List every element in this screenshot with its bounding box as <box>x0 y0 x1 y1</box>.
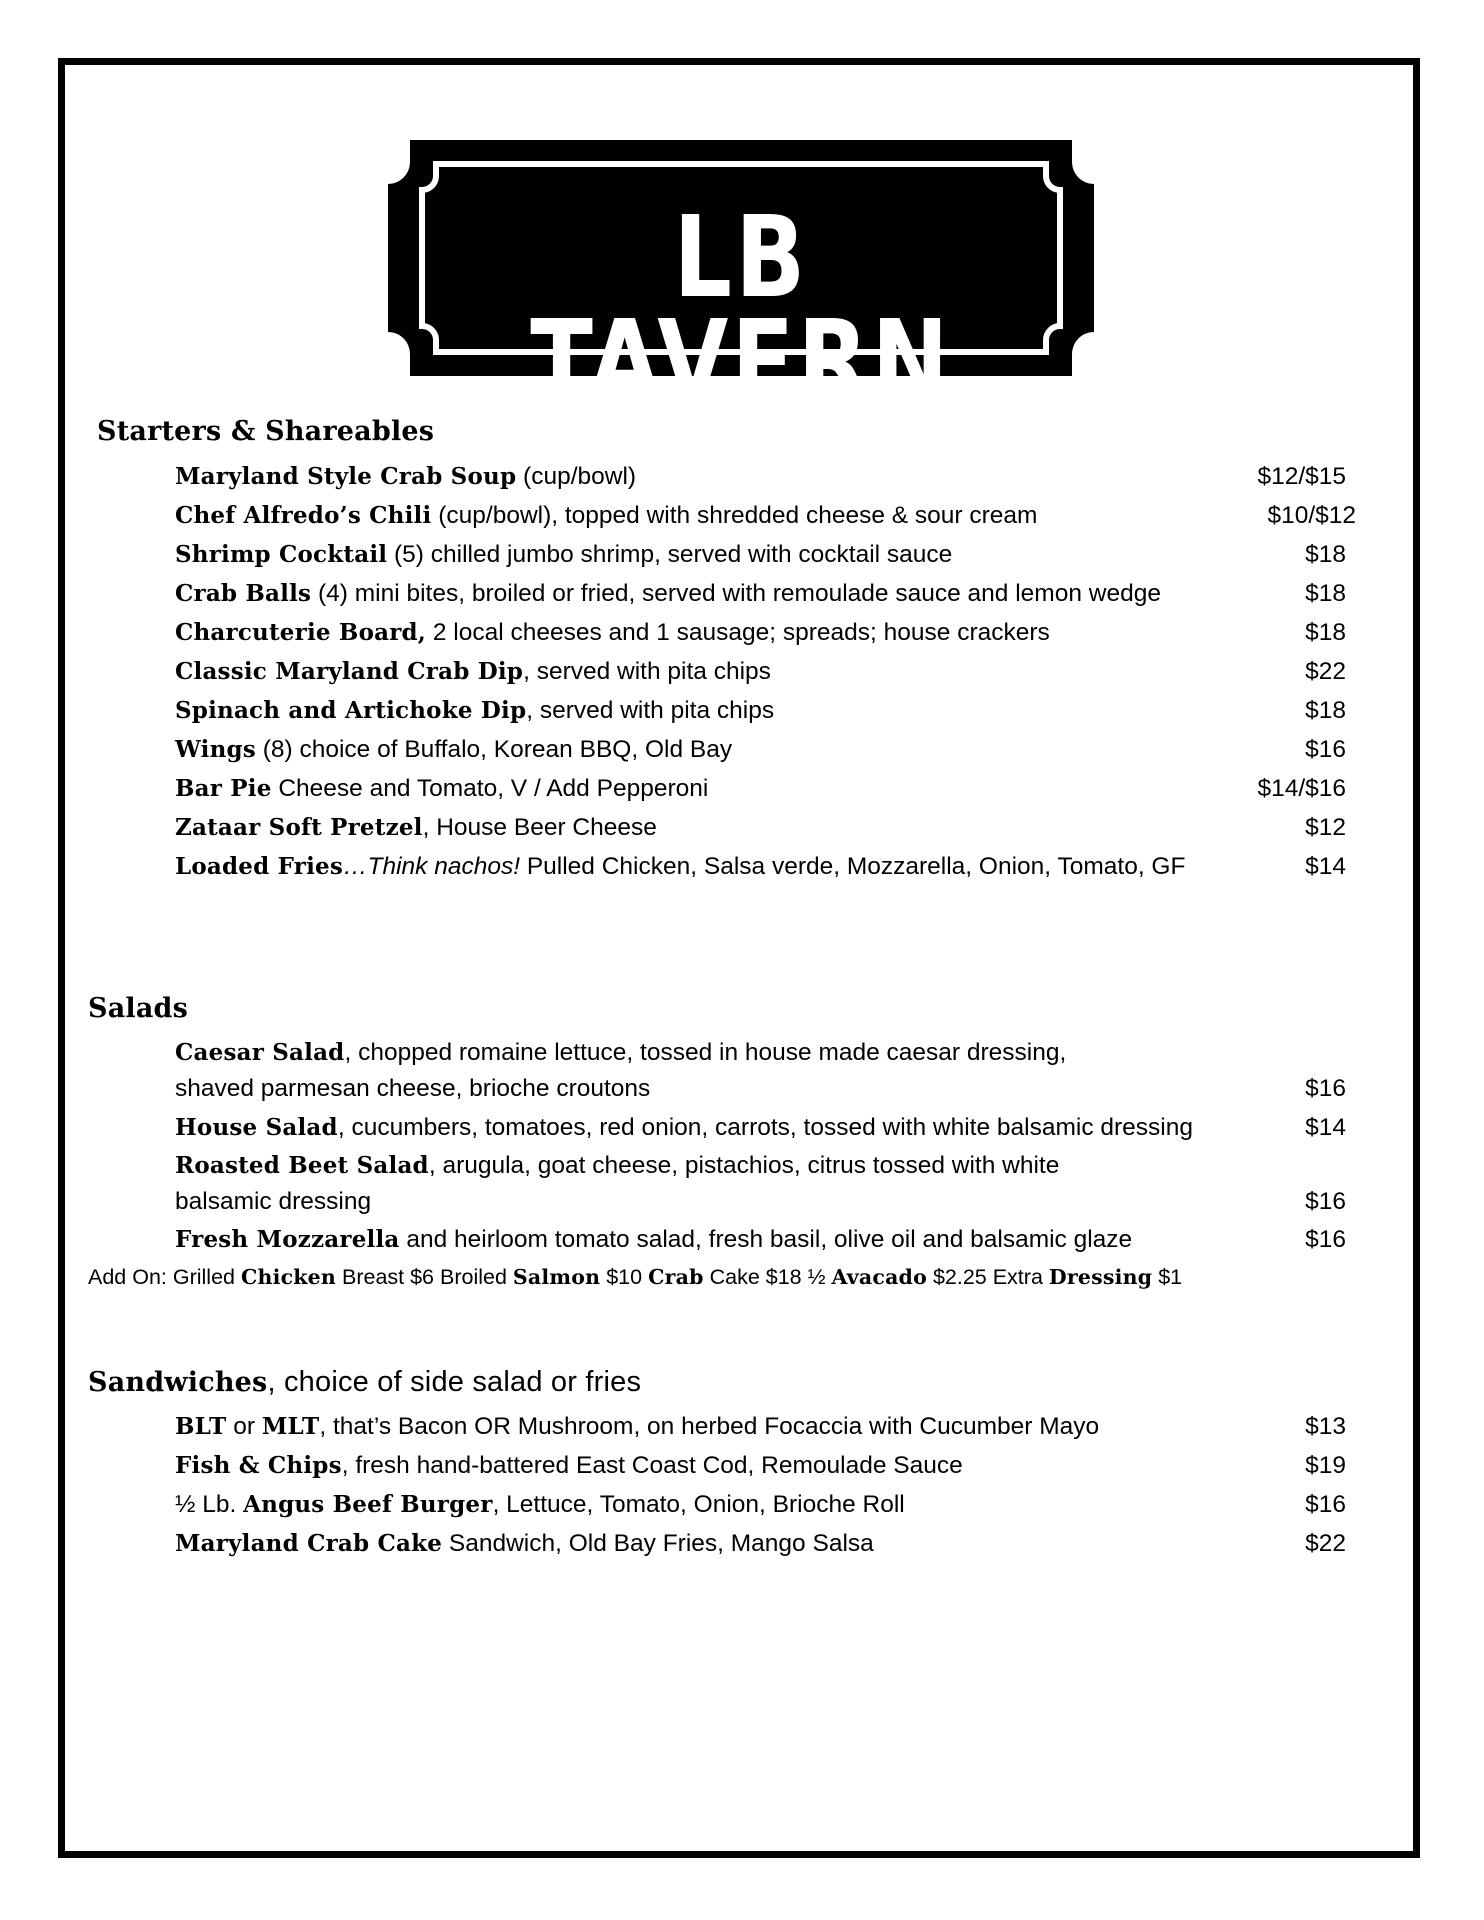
menu-item: Shrimp Cocktail (5) chilled jumbo shrimp, served with cocktail sauce <box>175 541 953 568</box>
logo <box>388 140 1094 427</box>
menu-item: Chef Alfredo’s Chili (cup/bowl), topped with shredded cheese & sour cream <box>175 502 1038 529</box>
price: $12 <box>1305 814 1346 841</box>
logo-text: LB TAVERN <box>530 193 952 427</box>
menu-item: Loaded Fries…Think nachos! Pulled Chicken, Salsa verde, Mozzarella, Onion, Tomato, GF <box>175 853 1186 880</box>
price: $10/$12 <box>1267 502 1356 529</box>
menu-item: Classic Maryland Crab Dip, served with pita chips <box>175 658 771 685</box>
price: $22 <box>1305 1530 1346 1557</box>
menu-item: Fish & Chips, fresh hand-battered East Coast Cod, Remoulade Sauce <box>175 1452 963 1479</box>
price: $18 <box>1305 619 1346 646</box>
section-title-salads: Salads <box>88 993 189 1024</box>
price: $14 <box>1305 853 1346 880</box>
salad-add-ons: Add On: Grilled Chicken Breast $6 Broiled Salmon $10 Crab Cake $18 ½ Avacado $2.25 Extra Dressing $1 <box>88 1265 1183 1289</box>
price: $18 <box>1305 580 1346 607</box>
price: $16 <box>1305 736 1346 763</box>
menu-item: Zataar Soft Pretzel, House Beer Cheese <box>175 814 657 841</box>
price: $16 <box>1305 1075 1346 1102</box>
price: $12/$15 <box>1257 463 1346 490</box>
menu-item: ½ Lb. Angus Beef Burger, Lettuce, Tomato, Onion, Brioche Roll <box>175 1491 905 1518</box>
price: $16 <box>1305 1188 1346 1215</box>
section-title-sandwiches: Sandwiches, choice of side salad or fries <box>88 1366 642 1398</box>
menu-item: Wings (8) choice of Buffalo, Korean BBQ, Old Bay <box>175 736 733 763</box>
price: $19 <box>1305 1452 1346 1479</box>
price: $16 <box>1305 1226 1346 1253</box>
price: $14 <box>1305 1114 1346 1141</box>
menu-item-continued: balsamic dressing <box>175 1188 372 1215</box>
menu-item: Maryland Style Crab Soup (cup/bowl) <box>175 463 637 490</box>
menu-item: Maryland Crab Cake Sandwich, Old Bay Fries, Mango Salsa <box>175 1530 874 1557</box>
price: $18 <box>1305 697 1346 724</box>
menu-item: Charcuterie Board, 2 local cheeses and 1 sausage; spreads; house crackers <box>175 619 1050 646</box>
menu-item: Spinach and Artichoke Dip, served with pita chips <box>175 697 775 724</box>
menu-item: Bar Pie Cheese and Tomato, V / Add Pepperoni <box>175 775 709 802</box>
menu-item: Roasted Beet Salad, arugula, goat cheese, pistachios, citrus tossed with white <box>175 1152 1060 1179</box>
menu-item-continued: shaved parmesan cheese, brioche croutons <box>175 1075 651 1102</box>
price: $14/$16 <box>1257 775 1346 802</box>
section-title-starters: Starters & Shareables <box>97 416 435 447</box>
price: $22 <box>1305 658 1346 685</box>
menu-item: Crab Balls (4) mini bites, broiled or fried, served with remoulade sauce and lemon wedge <box>175 580 1161 607</box>
price: $16 <box>1305 1491 1346 1518</box>
menu-item: House Salad, cucumbers, tomatoes, red onion, carrots, tossed with white balsamic dressing <box>175 1114 1193 1141</box>
price: $13 <box>1305 1413 1346 1440</box>
menu-item: BLT or MLT, that’s Bacon OR Mushroom, on herbed Focaccia with Cucumber Mayo <box>175 1413 1100 1440</box>
menu-item: Caesar Salad, chopped romaine lettuce, tossed in house made caesar dressing, <box>175 1039 1067 1066</box>
price: $18 <box>1305 541 1346 568</box>
menu-item: Fresh Mozzarella and heirloom tomato salad, fresh basil, olive oil and balsamic glaze <box>175 1226 1133 1253</box>
